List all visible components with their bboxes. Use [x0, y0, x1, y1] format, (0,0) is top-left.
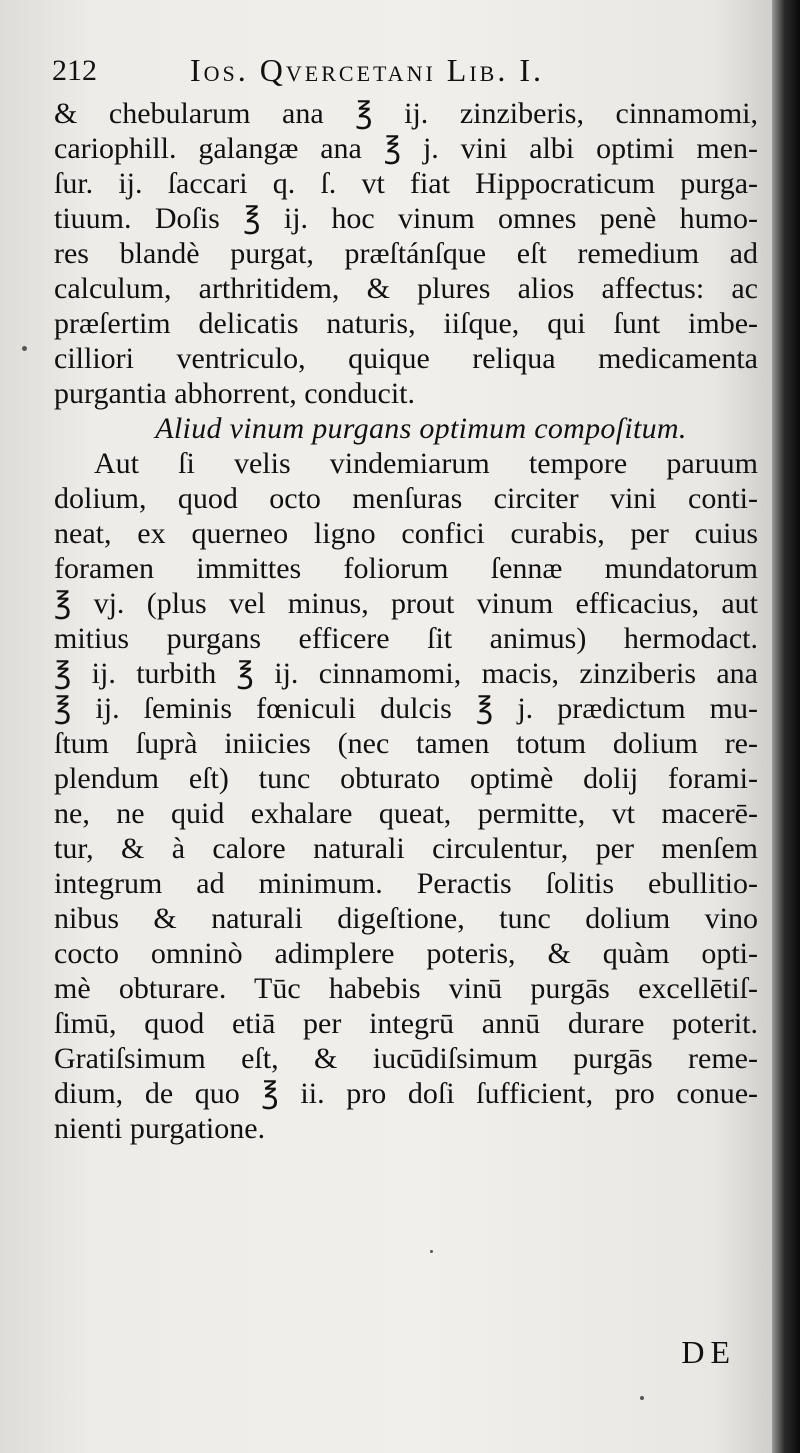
paper-speck [22, 346, 27, 351]
paragraph-line: cocto omninò adimplere poteris, & quàm opti- [54, 937, 758, 970]
text-line: & chebularum ana ℥ ij. zinziberis, cinnamomi, [54, 97, 758, 130]
paragraph-line: ℥ ij. ſeminis fœniculi dulcis ℥ j. prædictum mu- [54, 692, 758, 725]
paragraph-line: Gratiſsimum eſt, & iucūdiſsimum purgās reme- [54, 1042, 758, 1075]
paragraph-line: dolium, quod octo menſuras circiter vini conti- [54, 482, 758, 515]
catchword: DE [681, 1334, 736, 1370]
text-line: cilliori ventriculo, quique reliqua medicamenta [54, 342, 758, 375]
paragraph-line: nienti purgatione. [54, 1112, 266, 1145]
paragraph-line: ℥ vj. (plus vel minus, prout vinum efficacius, aut [54, 587, 758, 620]
text-line: ſur. ij. ſaccari q. ſ. vt fiat Hippocraticum purga- [54, 167, 758, 200]
running-head [52, 50, 752, 94]
paragraph-line: ℥ ij. turbith ℥ ij. cinnamomi, macis, zinziberis ana [54, 657, 758, 690]
paragraph-line: plendum eſt) tunc obturato optimè dolij forami- [54, 762, 758, 795]
paragraph-line: mitius purgans efficere ſit animus) hermodact. [54, 622, 758, 655]
binding-shadow [772, 0, 800, 1453]
section-heading: Aliud vinum purgans optimum compoſitum. [155, 412, 687, 445]
paper-speck [640, 1396, 644, 1400]
paragraph-line: mè obturare. Tūc habebis vinū purgās excellētiſ- [54, 972, 758, 1005]
text-line: præſertim delicatis naturis, iiſque, qui ſunt imbe- [54, 307, 758, 340]
page-number: 212 [52, 54, 97, 87]
paragraph-line: integrum ad minimum. Peractis ſolitis ebullitio- [54, 867, 758, 900]
paragraph-line: tur, & à calore naturali circulentur, per menſem [54, 832, 758, 865]
paragraph-line: ſimū, quod etiā per integrū annū durare poterit. [54, 1007, 758, 1040]
paragraph-line: neat, ex querneo ligno confici curabis, per cuius [54, 517, 758, 550]
paragraph-line: dium, de quo ℥ ii. pro doſi ſufficient, pro conue- [54, 1077, 758, 1110]
paragraph-line: ne, ne quid exhalare queat, permitte, vt macerē- [54, 797, 758, 830]
text-line: res blandè purgat, præſtánſque eſt remedium ad [54, 237, 758, 270]
paragraph-line: nibus & naturali digeſtione, tunc dolium vino [54, 902, 758, 935]
paragraph-line: ſtum ſuprà iniicies (nec tamen totum dolium re- [54, 727, 758, 760]
running-title: Ios. Qvercetani Lib. I. [190, 52, 544, 88]
paper-speck [430, 1250, 433, 1253]
text-line: cariophill. galangæ ana ℥ j. vini albi optimi men- [54, 132, 758, 165]
text-line: tiuum. Doſis ℥ ij. hoc vinum omnes penè humo- [54, 202, 758, 235]
text-block [54, 96, 758, 1146]
paragraph-line: Aut ſi velis vindemiarum tempore paruum [94, 447, 758, 480]
text-line: purgantia abhorrent, conducit. [54, 377, 415, 410]
text-line: calculum, arthritidem, & plures alios affectus: ac [54, 272, 758, 305]
paragraph-line: foramen immittes foliorum ſennæ mundatorum [54, 552, 758, 585]
